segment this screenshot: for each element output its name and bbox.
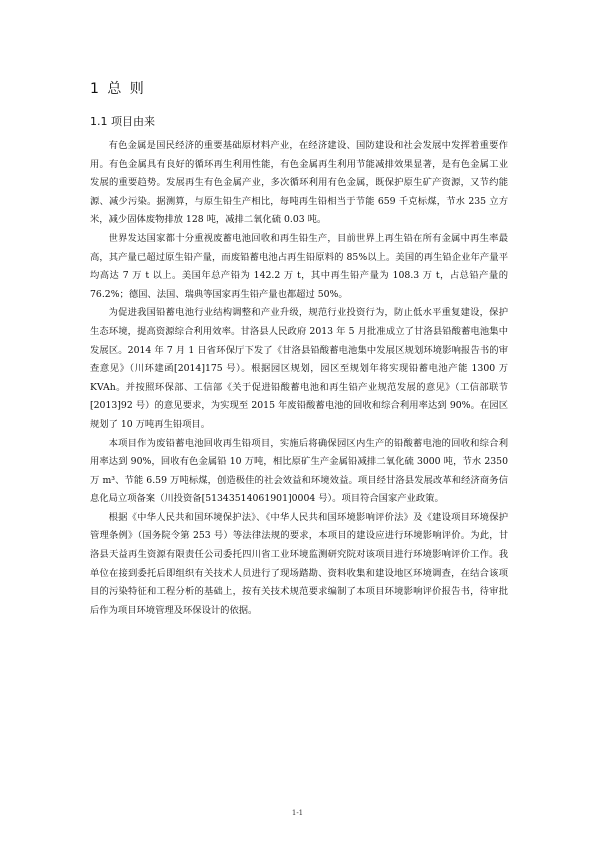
paragraph: 为促进我国铅蓄电池行业结构调整和产业升级，规范行业投资行为，防止低水平重复建设，保护生态环境，提高资源综合利用效率。甘洛县人民政府 2013 年 5 月批准成立了甘洛县铅酸蓄电池集中发展区。2014 年 7 月 1 日省环保厅下发了《甘洛县铅酸蓄电池集中发展区规划环境影响报告书的审查意见》（川环建函[2014]175 号）。根据园区规划，园区至规划年将实现铅蓄电池产能 1300 万 KVAh。并按照环保部、工信部《关于促进铅酸蓄电池和再生铅产业规范发展的意见》（工信部联节[2013]92 号）的意见要求，为实现至 2015 年废铅酸蓄电池的回收和综合利用率达到 90%。在园区规划了 10 万吨再生铅项目。 [90,307,508,430]
page-number: 1-1 [291,809,304,817]
paragraph: 有色金属是国民经济的重要基础原材料产业，在经济建设、国防建设和社会发展中发挥着重要作用。有色金属具有良好的循环再生利用性能，有色金属再生利用节能减排效果显著，是有色金属工业发展的重要趋势。发展再生有色金属产业，多次循环利用有色金属，既保护原生矿产资源，又节约能源、减少污染。据测算，与原生铅生产相比，每吨再生铅相当于节能 659 千克标煤，节水 235 立方米，减少固体废物排放 128 吨，减排二氧化硫 0.03 吨。 [90,140,508,226]
paragraph: 本项目作为废铅蓄电池回收再生铅项目，实施后将确保园区内生产的铅酸蓄电池的回收和综合利用率达到 90%，回收有色金属铅 10 万吨，相比原矿生产金属铅减排二氧化硫 3000 吨，节水 2350 万 m³、节能 6.59 万吨标煤，创造极佳的社会效益和环境效益。项目经甘洛县发展改革和经济商务信息化局立项备案（川投资备[51343514061901]0004 号）。项目符合国家产业政策。 [90,437,508,505]
body-text [90,137,508,620]
paragraph: 根据《中华人民共和国环境保护法》、《中华人民共和国环境影响评价法》及《建设项目环境保护管理条例》（国务院令第 253 号）等法律法规的要求，本项目的建设应进行环境影响评价。为此，甘洛县天益再生资源有限责任公司委托四川省工业环境监测研究院对该项目进行环境影响评价工作。我单位在接到委托后即组织有关技术人员进行了现场踏勘、资料收集和建设地区环境调查，在结合该项目的污染特征和工程分析的基础上，按有关技术规范要求编制了本项目环境影响评价报告书，待审批后作为项目环境管理及环保设计的依据。 [90,511,508,616]
section-heading: 1.1 项目由来 [90,115,155,128]
paragraph: 世界发达国家都十分重视废蓄电池回收和再生铅生产，目前世界上再生铅在所有金属中再生率最高，其产量已超过原生铅产量，而废铅蓄电池占再生铅原料的 85%以上。美国的再生铅企业年产量平均高达 7 万 t 以上。美国年总产铅为 142.2 万 t，其中再生铅产量为 108.3 万 t，占总铅产量的 76.2%；德国、法国、瑞典等国家再生铅产量也都超过 50%。 [90,232,508,300]
chapter-heading: 1 总 则 [90,81,146,97]
